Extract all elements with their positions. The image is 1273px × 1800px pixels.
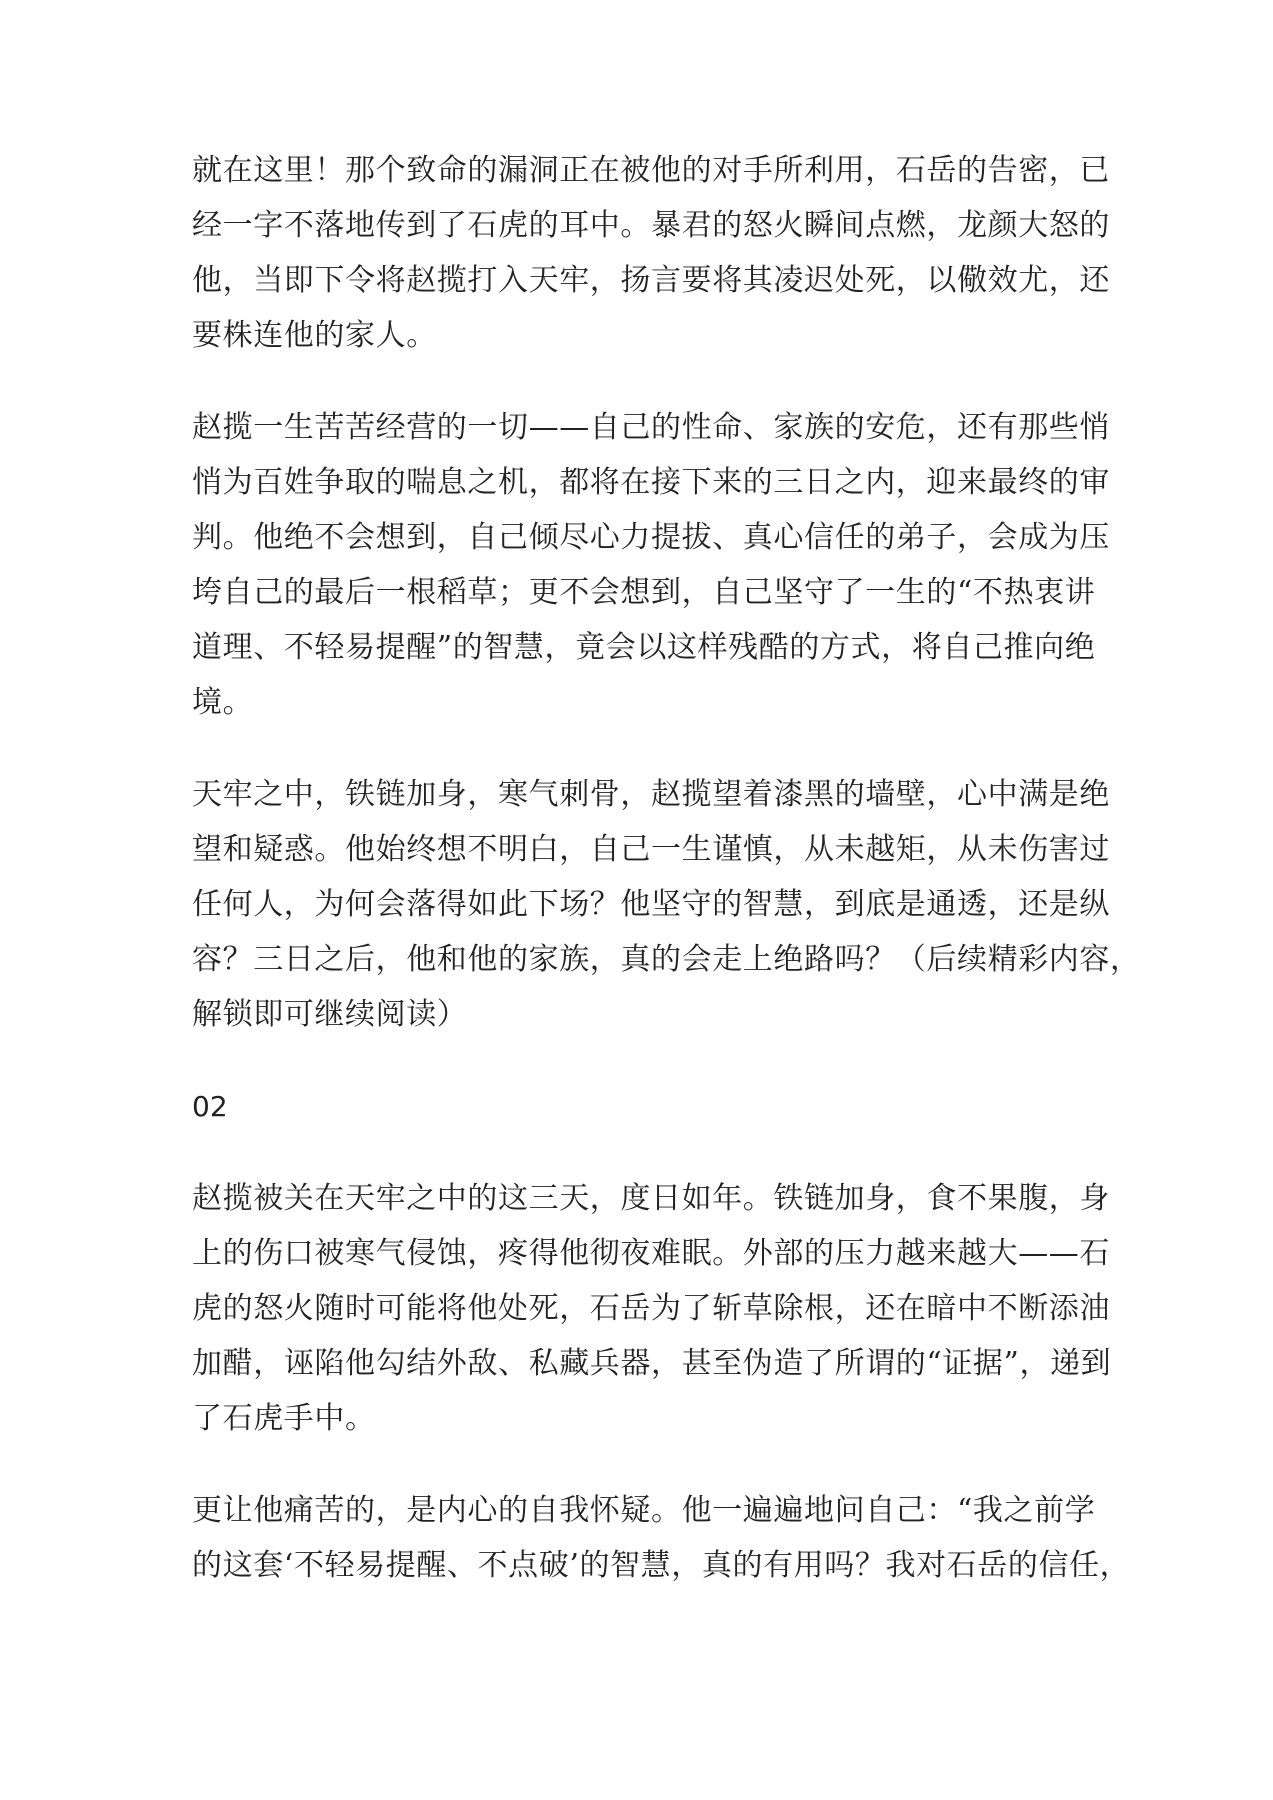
text-line: 的这套‘不轻易提醒、不点破’的智慧，真的有用吗？我对石岳的信任， [192, 1548, 1131, 1583]
section-number: 02 [192, 1090, 228, 1123]
text-line: 更让他痛苦的，是内心的自我怀疑。他一遍遍地问自己：“我之前学 [192, 1493, 1096, 1528]
paragraph-2 [192, 400, 1110, 730]
text-line: 任何人，为何会落得如此下场？他坚守的智慧，到底是通透，还是纵 [192, 887, 1110, 922]
text-line: 天牢之中，铁链加身，寒气刺骨，赵揽望着漆黑的墙壁，心中满是绝 [192, 777, 1110, 812]
text-line: 容？三日之后，他和他的家族，真的会走上绝路吗？（后续精彩内容， [192, 942, 1141, 977]
text-line: 上的伤口被寒气侵蚀，疼得他彻夜难眠。外部的压力越来越大——石 [192, 1236, 1110, 1271]
document-body [192, 143, 1141, 1630]
text-line: 他，当即下令将赵揽打入天牢，扬言要将其凌迟处死，以儆效尤，还 [192, 263, 1110, 298]
paragraph-4 [192, 1171, 1112, 1446]
text-line: 就在这里！那个致命的漏洞正在被他的对手所利用，石岳的告密，已 [192, 153, 1110, 188]
text-line: 要株连他的家人。 [192, 318, 437, 353]
text-line: 虎的怒火随时可能将他处死，石岳为了斩草除根，还在暗中不断添油 [192, 1291, 1110, 1326]
text-line: 道理、不轻易提醒”的智慧，竟会以这样残酷的方式，将自己推向绝 [192, 630, 1096, 665]
text-line: 境。 [192, 685, 254, 720]
paragraph-1 [192, 143, 1110, 363]
text-line: 垮自己的最后一根稻草；更不会想到，自己坚守了一生的“不热衷讲 [192, 575, 1096, 610]
text-line: 悄为百姓争取的喘息之机，都将在接下来的三日之内，迎来最终的审 [192, 465, 1110, 500]
text-line: 了石虎手中。 [192, 1401, 376, 1436]
paragraph-5 [192, 1483, 1131, 1593]
text-line: 望和疑惑。他始终想不明白，自己一生谨慎，从未越矩，从未伤害过 [192, 832, 1110, 867]
paragraph-3 [192, 767, 1141, 1042]
text-line: 解锁即可继续阅读） [192, 997, 468, 1032]
text-line: 赵揽一生苦苦经营的一切——自己的性命、家族的安危，还有那些悄 [192, 410, 1110, 445]
text-line: 赵揽被关在天牢之中的这三天，度日如年。铁链加身，食不果腹，身 [192, 1181, 1110, 1216]
text-line: 加醋，诬陷他勾结外敌、私藏兵器，甚至伪造了所谓的“证据”，递到 [192, 1346, 1112, 1381]
text-line: 判。他绝不会想到，自己倾尽心力提拔、真心信任的弟子，会成为压 [192, 520, 1110, 555]
text-line: 经一字不落地传到了石虎的耳中。暴君的怒火瞬间点燃，龙颜大怒的 [192, 208, 1110, 243]
